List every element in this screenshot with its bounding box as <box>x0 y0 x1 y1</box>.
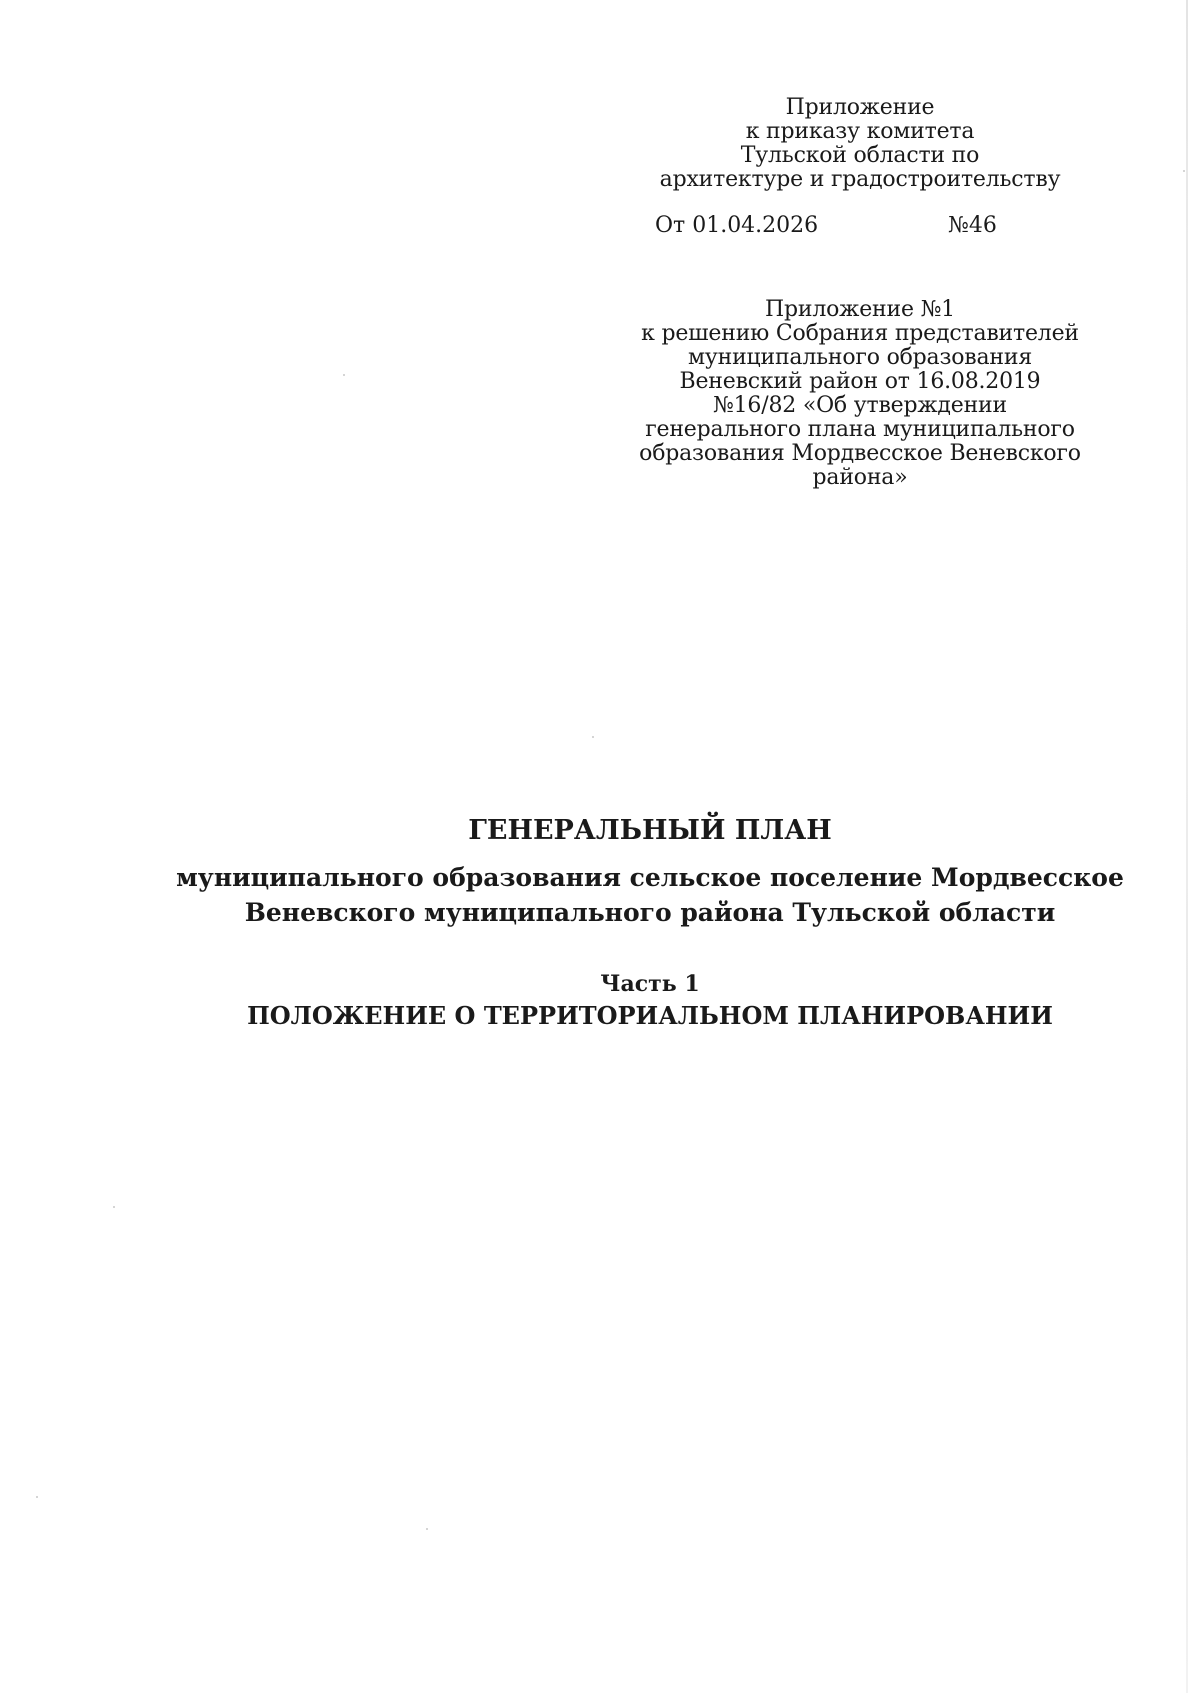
part-title: ПОЛОЖЕНИЕ О ТЕРРИТОРИАЛЬНОМ ПЛАНИРОВАНИИ <box>247 1001 1053 1030</box>
scan-speck <box>1183 170 1185 172</box>
scan-speck <box>426 1528 428 1530</box>
scan-edge <box>1186 0 1188 1693</box>
appendix-1-line: №16/82 «Об утверждении <box>713 393 1007 418</box>
appendix-1-block <box>590 298 1130 490</box>
appendix-1-line: образования Мордвесское Веневского <box>639 441 1081 466</box>
scan-speck <box>113 1206 115 1208</box>
appendix-1-line: к решению Собрания представителей <box>641 321 1079 346</box>
scan-speck <box>343 374 345 376</box>
appendix-1-line: района» <box>812 465 908 490</box>
document-subtitle-line-1: муниципального образования сельское поселение Мордвесское <box>176 863 1124 892</box>
header-appendix-line: Приложение <box>785 95 935 120</box>
header-appendix-block <box>600 96 1120 192</box>
part-label: Часть 1 <box>600 971 700 997</box>
header-appendix-line: архитектуре и градостроительству <box>659 167 1061 192</box>
document-title: ГЕНЕРАЛЬНЫЙ ПЛАН <box>468 815 832 846</box>
document-subtitle-line-2: Веневского муниципального района Тульской области <box>244 898 1056 927</box>
order-number: №46 <box>948 213 997 238</box>
order-date: От 01.04.2026 <box>655 213 819 238</box>
appendix-1-line: муниципального образования <box>687 345 1033 370</box>
scan-speck <box>36 1496 38 1498</box>
scan-speck <box>592 736 594 738</box>
header-appendix-line: Тульской области по <box>740 143 980 168</box>
appendix-1-line: Веневский район от 16.08.2019 <box>679 369 1041 394</box>
appendix-1-line: Приложение №1 <box>765 297 955 322</box>
appendix-1-line: генерального плана муниципального <box>645 417 1075 442</box>
header-appendix-line: к приказу комитета <box>745 119 975 144</box>
